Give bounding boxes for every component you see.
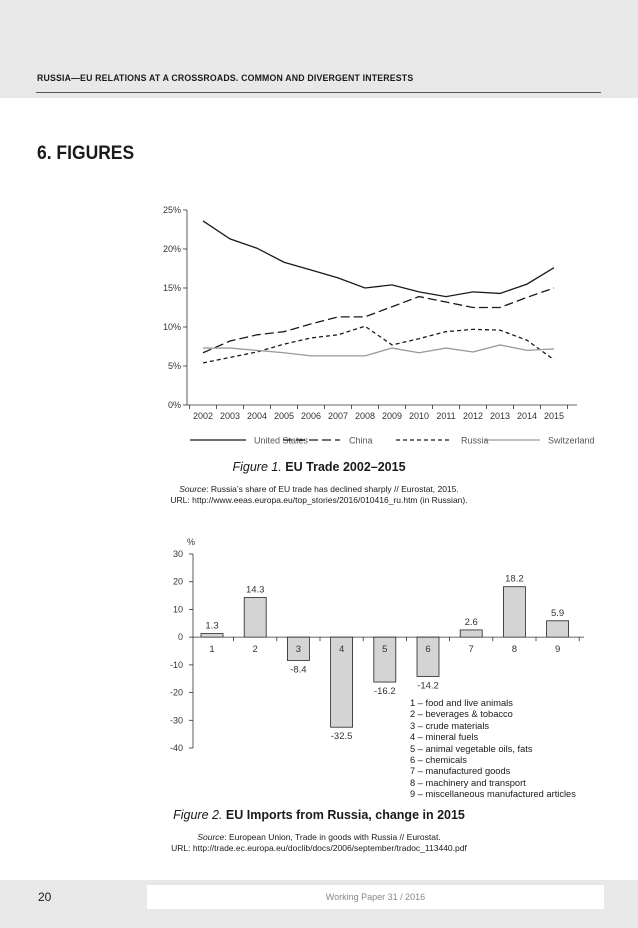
y-tick-label: -30 bbox=[169, 715, 183, 726]
x-tick-label: 2006 bbox=[300, 411, 322, 421]
category-label: 9 bbox=[554, 644, 561, 656]
bar-8 bbox=[503, 587, 525, 637]
legend-label: United States bbox=[254, 435, 309, 446]
x-tick-label: 2010 bbox=[408, 411, 430, 421]
bar-1 bbox=[201, 634, 223, 638]
value-label: -32.5 bbox=[330, 731, 353, 743]
value-label: 2.6 bbox=[464, 616, 478, 628]
series-line-switzerland bbox=[203, 345, 554, 356]
figure1-title: EU Trade 2002–2015 bbox=[285, 460, 406, 474]
figure2-category-legend bbox=[410, 698, 576, 801]
category-label: 5 bbox=[382, 644, 388, 656]
y-tick-label: 5% bbox=[167, 361, 181, 371]
legend-item: 4 – mineral fuels bbox=[410, 732, 479, 743]
value-label: -14.2 bbox=[417, 680, 439, 692]
y-axis-unit: % bbox=[187, 537, 196, 547]
figure1-caption bbox=[0, 460, 638, 474]
category-label: 1 bbox=[209, 644, 215, 656]
value-label: 18.2 bbox=[505, 573, 524, 585]
value-label: -16.2 bbox=[373, 686, 396, 698]
y-tick-label: -40 bbox=[169, 743, 183, 753]
category-label: 8 bbox=[511, 644, 518, 656]
x-tick-label: 2009 bbox=[381, 411, 403, 421]
category-label: 6 bbox=[425, 644, 431, 656]
running-head: RUSSIA—EU RELATIONS AT A CROSSROADS. COMMON AND DIVERGENT INTERESTS bbox=[37, 73, 414, 84]
legend-item: 5 – animal vegetable oils, fats bbox=[410, 743, 533, 754]
legend-label: Switzerland bbox=[548, 435, 595, 446]
y-tick-label: 30 bbox=[172, 549, 183, 559]
figure1-source-text: : Russia’s share of EU trade has declined sharply // Eurostat, 2015. bbox=[206, 484, 459, 494]
y-tick-label: 0% bbox=[167, 400, 181, 410]
figure2-source-text: : European Union, Trade in goods with Russia // Eurostat. bbox=[224, 832, 441, 842]
figure1-line-chart bbox=[0, 0, 638, 455]
value-label: -8.4 bbox=[290, 664, 307, 676]
legend-label: China bbox=[349, 435, 373, 446]
y-tick-label: 10% bbox=[162, 322, 181, 332]
bar-9 bbox=[547, 621, 569, 637]
bar-2 bbox=[244, 598, 266, 638]
legend-item: 9 – miscellaneous manufactured articles bbox=[410, 789, 576, 800]
bar-7 bbox=[460, 630, 482, 637]
x-tick-label: 2005 bbox=[273, 411, 295, 421]
x-tick-label: 2014 bbox=[516, 411, 538, 421]
value-label: 14.3 bbox=[245, 584, 265, 596]
figure2-title: EU Imports from Russia, change in 2015 bbox=[225, 808, 465, 822]
x-tick-label: 2011 bbox=[436, 411, 456, 421]
section-title: 6. FIGURES bbox=[37, 143, 135, 164]
legend-label: Russia bbox=[461, 435, 489, 446]
value-label: 5.9 bbox=[550, 607, 565, 619]
figure1-source bbox=[0, 484, 638, 506]
figure1-label: Figure 1. bbox=[232, 460, 282, 474]
x-tick-label: 2002 bbox=[192, 411, 214, 421]
figure2-label: Figure 2. bbox=[173, 808, 223, 822]
y-tick-label: 15% bbox=[162, 283, 181, 293]
legend-item: 2 – beverages & tobacco bbox=[410, 709, 513, 720]
x-tick-label: 2003 bbox=[219, 411, 241, 421]
figure1-url: URL: http://www.eeas.europa.eu/top_stories/2016/010416_ru.htm (in Russian). bbox=[170, 495, 468, 505]
y-tick-label: -20 bbox=[169, 687, 183, 698]
footer-text: Working Paper 31 / 2016 bbox=[147, 885, 604, 909]
x-tick-label: 2007 bbox=[327, 411, 349, 421]
series-line-china bbox=[203, 288, 554, 353]
value-label: 1.3 bbox=[205, 620, 219, 632]
y-tick-label: 10 bbox=[172, 604, 183, 615]
x-tick-label: 2008 bbox=[354, 411, 376, 421]
figure2-source bbox=[0, 832, 638, 854]
x-tick-label: 2012 bbox=[462, 411, 484, 421]
category-label: 4 bbox=[338, 644, 345, 656]
legend-item: 3 – crude materials bbox=[410, 720, 490, 731]
legend-item: 8 – machinery and transport bbox=[410, 777, 526, 788]
legend-item: 1 – food and live animals bbox=[410, 698, 513, 708]
category-label: 7 bbox=[468, 644, 474, 656]
y-tick-label: -10 bbox=[169, 659, 183, 670]
page-number: 20 bbox=[38, 890, 52, 904]
y-tick-label: 20 bbox=[172, 576, 183, 587]
y-tick-label: 0 bbox=[177, 632, 183, 643]
category-label: 3 bbox=[295, 644, 302, 656]
bar-6 bbox=[417, 637, 439, 676]
x-tick-label: 2004 bbox=[246, 411, 268, 421]
figure2-source-label: Source bbox=[197, 832, 225, 842]
x-tick-label: 2013 bbox=[489, 411, 511, 421]
legend-item: 7 – manufactured goods bbox=[410, 766, 511, 777]
y-tick-label: 25% bbox=[162, 205, 181, 215]
legend-item: 6 – chemicals bbox=[410, 755, 467, 766]
series-line-united-states bbox=[203, 221, 554, 297]
figure1-source-label: Source bbox=[179, 484, 207, 494]
x-tick-label: 2015 bbox=[543, 411, 565, 421]
figure2-url: URL: http://trade.ec.europa.eu/doclib/docs/2006/september/tradoc_113440.pdf bbox=[171, 843, 467, 853]
category-label: 2 bbox=[252, 644, 258, 656]
y-tick-label: 20% bbox=[162, 244, 181, 254]
figure2-caption bbox=[0, 808, 638, 822]
